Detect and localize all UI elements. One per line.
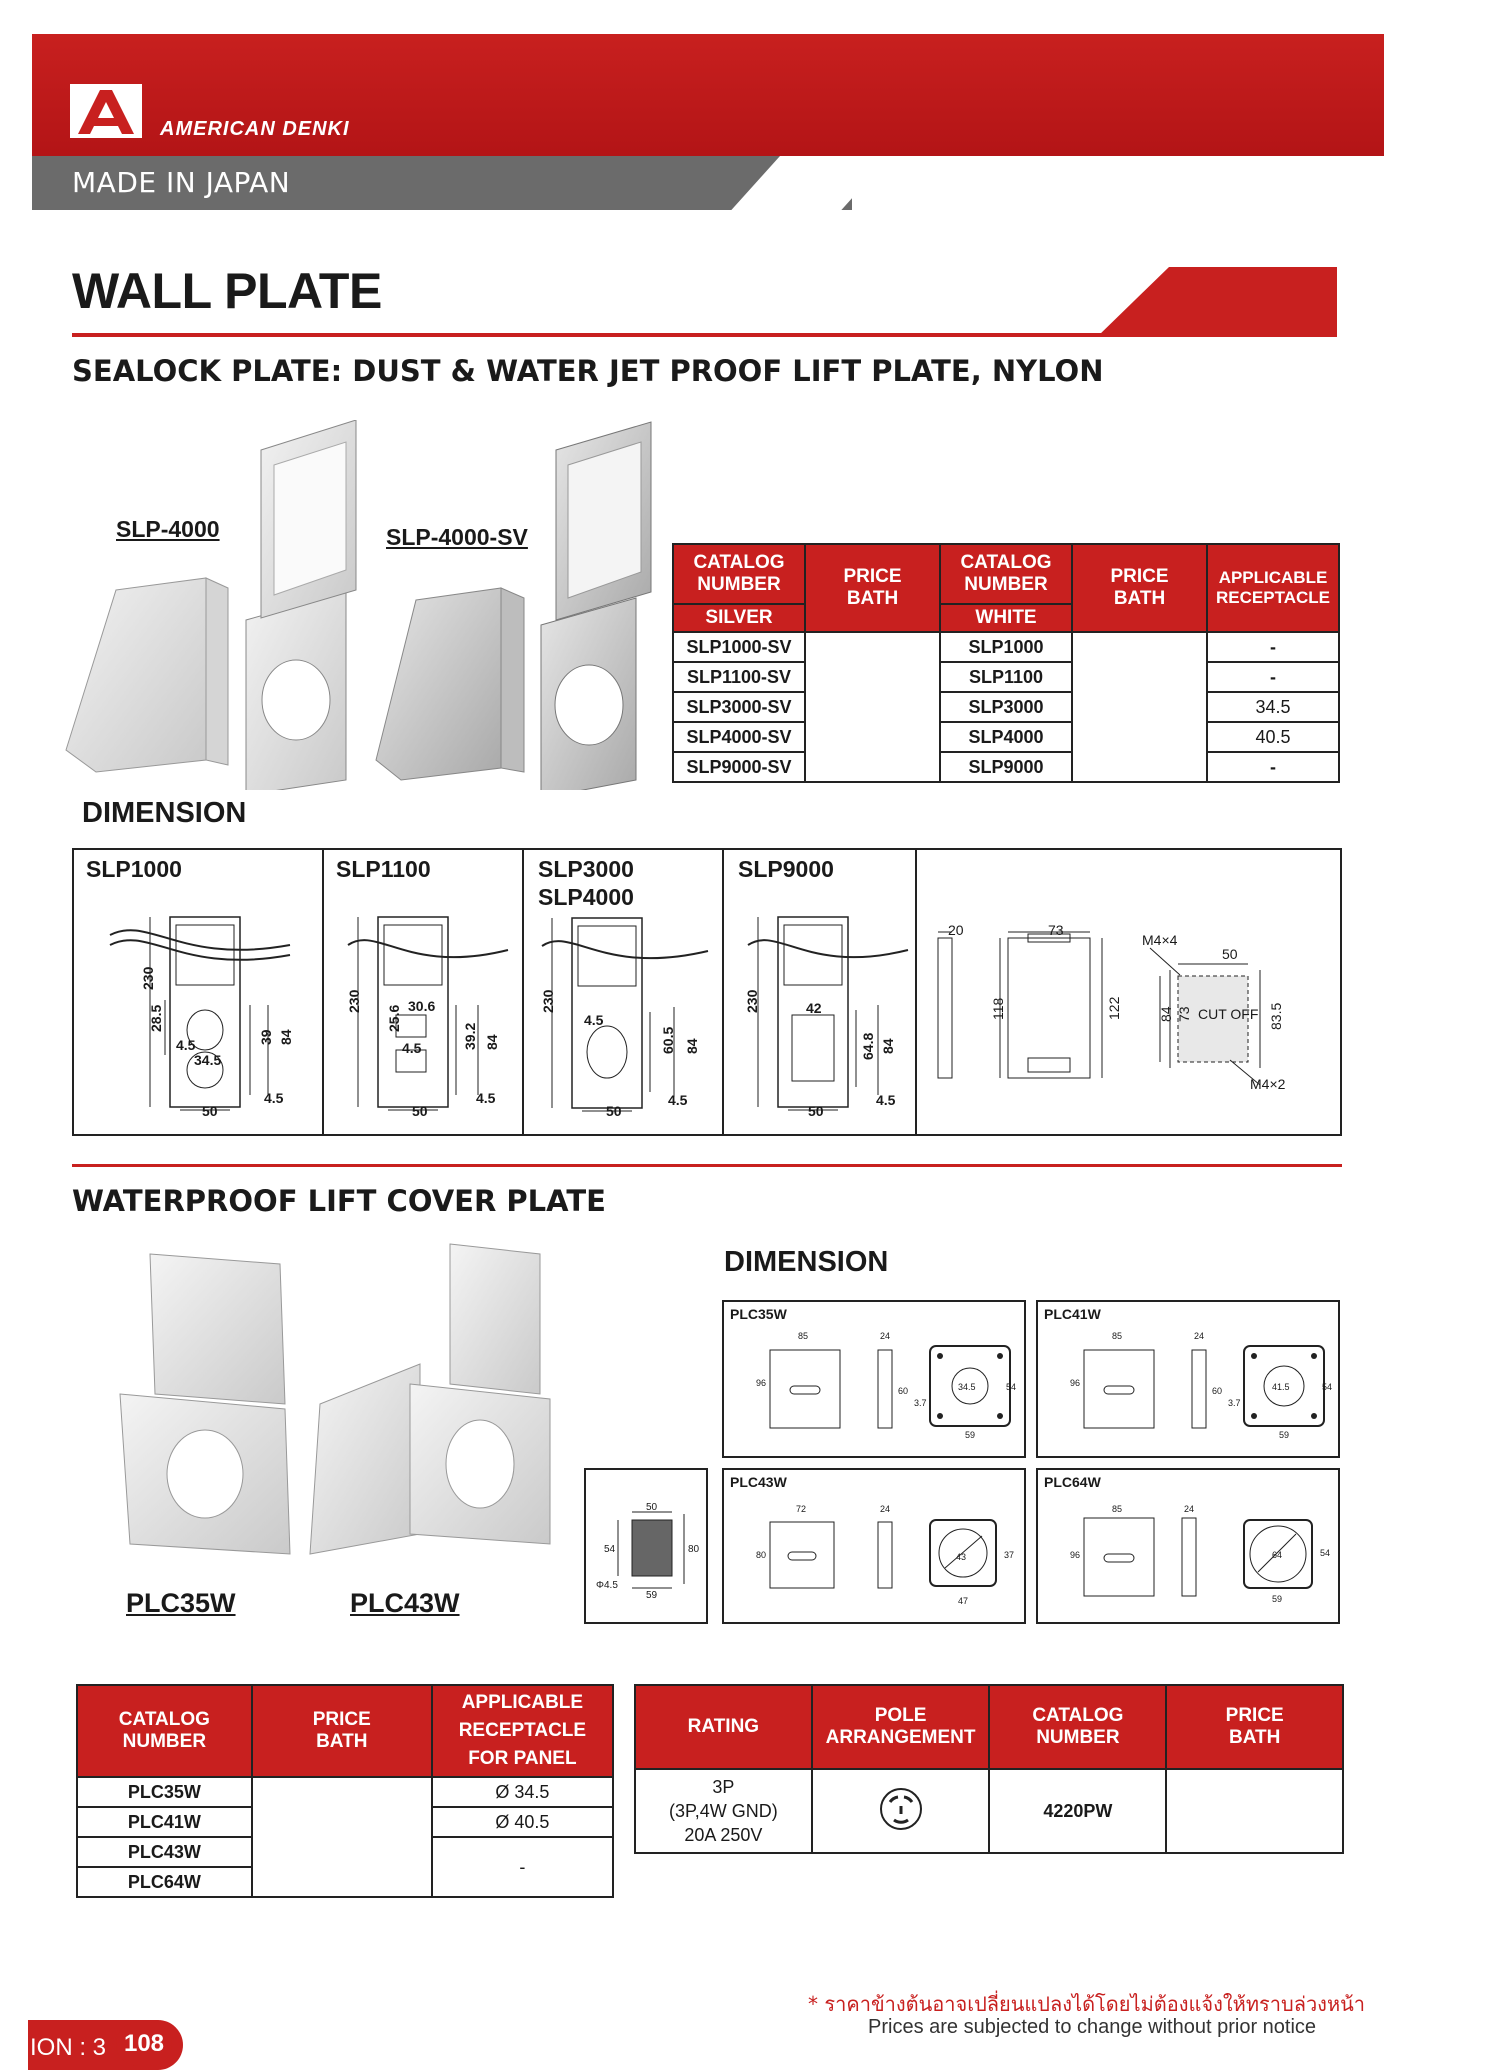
- cell-receptacle: -: [1207, 752, 1339, 782]
- dim-label-slp1100: SLP1100: [336, 856, 431, 882]
- header-text: RECEPTACLE: [458, 1720, 587, 1741]
- dim-text: 122: [1106, 996, 1122, 1020]
- dim-text: 230: [744, 989, 760, 1013]
- cell-catalog: PLC41W: [77, 1807, 252, 1837]
- dim-text: 4.5: [176, 1037, 196, 1053]
- dim-text: 64: [1272, 1550, 1283, 1560]
- header-text: NUMBER: [964, 574, 1048, 595]
- header-silver: SILVER: [673, 604, 805, 632]
- divider: [322, 848, 324, 1136]
- dim-text: 39.2: [462, 1022, 478, 1050]
- header-text: BATH: [846, 588, 899, 609]
- header-text: PRICE: [1225, 1705, 1284, 1726]
- dim-text: 41.5: [1272, 1382, 1290, 1392]
- dim-text: 85: [798, 1331, 809, 1341]
- dim-label-slp3000: SLP3000: [538, 856, 634, 882]
- dim-text: 50: [202, 1103, 218, 1119]
- header-price-2: [1072, 544, 1207, 632]
- header-text: APPLICABLE: [461, 1692, 584, 1713]
- header-catalog: [77, 1685, 252, 1777]
- cell-silver: SLP1000-SV: [673, 632, 805, 662]
- dim-text: 4.5: [264, 1090, 284, 1106]
- dim-text: 96: [1070, 1550, 1081, 1560]
- header-text: RECEPTACLE: [1216, 588, 1330, 607]
- brand-name: AMERICAN DENKI: [160, 118, 350, 140]
- dim-text: 83.5: [1268, 1002, 1284, 1030]
- divider: [722, 848, 724, 1136]
- cell-silver: SLP1100-SV: [673, 662, 805, 692]
- header-text: FOR PANEL: [468, 1748, 577, 1769]
- sealock-product-photo: [56, 420, 676, 790]
- dim-text: 60: [1212, 1386, 1223, 1396]
- header-price: [252, 1685, 432, 1777]
- waterproof-catalog-table: [76, 1684, 614, 1898]
- dim-text: 230: [346, 989, 362, 1013]
- cell-white: SLP3000: [940, 692, 1072, 722]
- cell-price: [805, 632, 940, 782]
- header-text: BATH: [1113, 588, 1166, 609]
- dim-text: 43: [956, 1552, 967, 1562]
- cell-receptacle: Ø 34.5: [432, 1777, 613, 1807]
- drawing-plc64w: [1074, 1508, 1334, 1618]
- cell-receptacle: -: [1207, 662, 1339, 692]
- header-catalog-white: [940, 544, 1072, 604]
- divider: [522, 848, 524, 1136]
- waterproof-section-title: WATERPROOF LIFT COVER PLATE: [72, 1184, 606, 1218]
- header-text: NUMBER: [697, 574, 781, 595]
- header-pole: [812, 1685, 990, 1769]
- dim-label-slp1000: SLP1000: [86, 856, 182, 882]
- dim-text: 42: [806, 1000, 822, 1016]
- dim-text: 20: [948, 922, 964, 938]
- dim-text: 34.5: [194, 1052, 222, 1068]
- header-text: POLE: [874, 1705, 927, 1726]
- rating-line: 3P: [712, 1777, 735, 1797]
- header-text: BATH: [1229, 1727, 1281, 1748]
- rating-line: 20A 250V: [684, 1825, 763, 1845]
- dim-text: 24: [1194, 1331, 1205, 1341]
- dim-text: 59: [1279, 1430, 1290, 1440]
- dim-text: 230: [540, 989, 556, 1013]
- cell-catalog: 4220PW: [989, 1769, 1166, 1853]
- dim-text: 50: [412, 1103, 428, 1119]
- header-text: CATALOG: [1032, 1705, 1124, 1726]
- cell-white: SLP4000: [940, 722, 1072, 752]
- dim-text: 84: [278, 1029, 294, 1045]
- header-text: NUMBER: [1036, 1727, 1120, 1748]
- dim-text: 96: [1070, 1378, 1081, 1388]
- dim-text: 50: [1222, 946, 1238, 962]
- header-text: ARRANGEMENT: [825, 1727, 976, 1748]
- dim-label-slp4000: SLP4000: [538, 884, 634, 910]
- dim-text: 54: [1006, 1382, 1017, 1392]
- dim-text: 50: [646, 1502, 658, 1513]
- dim-text: 54: [604, 1544, 616, 1555]
- rating-line: (3P,4W GND): [669, 1801, 778, 1821]
- dim-text: 230: [140, 966, 156, 990]
- cell-silver: SLP9000-SV: [673, 752, 805, 782]
- header-price-1: [805, 544, 940, 632]
- rating-table: [634, 1684, 1344, 1854]
- header-catalog-silver: [673, 544, 805, 604]
- cell-receptacle: -: [432, 1837, 613, 1897]
- sealock-section-title: SEALOCK PLATE: DUST & WATER JET PROOF LIFT PLATE, NYLON: [72, 354, 1104, 388]
- cell-catalog: PLC35W: [77, 1777, 252, 1807]
- dim-text: 59: [646, 1590, 658, 1601]
- dim-text: 84: [684, 1038, 700, 1054]
- header-text: PRICE: [1110, 566, 1169, 587]
- page-title: WALL PLATE: [72, 263, 382, 319]
- dim-label-slp9000: SLP9000: [738, 856, 834, 882]
- cell-catalog: PLC64W: [77, 1867, 252, 1897]
- photo-label-plc35w: PLC35W: [126, 1588, 236, 1618]
- dim-text: 84: [484, 1034, 500, 1050]
- dim-text: 96: [756, 1378, 767, 1388]
- dim-text: 3.7: [914, 1398, 927, 1408]
- header-text: NUMBER: [122, 1731, 207, 1752]
- cell-price: [252, 1777, 432, 1897]
- dim-text: 80: [688, 1544, 700, 1555]
- header-text: CATALOG: [693, 552, 785, 573]
- dim-text: 3.7: [1228, 1398, 1241, 1408]
- page-number: 108: [116, 2022, 172, 2066]
- pole-arrangement-icon: [876, 1784, 926, 1839]
- cell-rating: [635, 1769, 812, 1853]
- brand-logo-icon: [70, 84, 142, 138]
- dim-text: 84: [1158, 1006, 1174, 1022]
- dim-text: 73: [1176, 1006, 1192, 1022]
- dim-text: 34.5: [958, 1382, 976, 1392]
- drawing-plc41w: [1074, 1340, 1334, 1450]
- dim-text: 60: [898, 1386, 909, 1396]
- cell-white: SLP1000: [940, 632, 1072, 662]
- header-catalog: [989, 1685, 1166, 1769]
- sealock-dimension-title: DIMENSION: [82, 797, 247, 829]
- sealock-catalog-table: [672, 543, 1340, 783]
- dim-text: 4.5: [584, 1012, 604, 1028]
- drawing-slp3000-4000: [538, 912, 718, 1124]
- header-price: [1166, 1685, 1343, 1769]
- divider: [915, 848, 917, 1136]
- made-in-label: MADE IN JAPAN: [72, 166, 291, 199]
- cell-catalog: PLC43W: [77, 1837, 252, 1867]
- dim-text: 4.5: [476, 1090, 496, 1106]
- header-rating: RATING: [635, 1685, 812, 1769]
- cell-silver: SLP4000-SV: [673, 722, 805, 752]
- header-text: PRICE: [843, 566, 902, 587]
- dim-text: 80: [756, 1550, 767, 1560]
- cell-white: SLP1100: [940, 662, 1072, 692]
- dim-box-label: PLC41W: [1044, 1306, 1101, 1322]
- dim-text: M4×4: [1142, 932, 1178, 948]
- cut-off-label: CUT OFF: [1198, 1006, 1259, 1022]
- dim-text: 50: [808, 1103, 824, 1119]
- header-text: APPLICABLE: [1218, 568, 1328, 587]
- drawing-plc35w: [760, 1340, 1020, 1450]
- dim-text: 25.6: [386, 1004, 402, 1032]
- dim-text: 24: [880, 1504, 891, 1514]
- dim-text: M4×2: [1250, 1076, 1286, 1092]
- header-receptacle: [432, 1685, 613, 1777]
- dim-text: 4.5: [402, 1040, 422, 1056]
- dim-text: 39: [258, 1029, 274, 1045]
- dim-text: 59: [965, 1430, 976, 1440]
- header-receptacle: [1207, 544, 1339, 632]
- dim-text: 64.8: [860, 1032, 876, 1060]
- cell-receptacle: 34.5: [1207, 692, 1339, 722]
- dim-text: 54: [1320, 1548, 1331, 1558]
- header-text: BATH: [316, 1731, 368, 1752]
- dim-text: Φ4.5: [596, 1580, 618, 1591]
- dim-text: 60.5: [660, 1026, 676, 1054]
- dim-text: 84: [880, 1038, 896, 1054]
- dim-text: 54: [1322, 1382, 1333, 1392]
- dim-box-label: PLC43W: [730, 1474, 787, 1490]
- footer-section: ION : 3: [30, 2034, 107, 2061]
- title-accent: [1097, 267, 1337, 337]
- cell-pole: [812, 1769, 990, 1853]
- dim-text: 4.5: [876, 1092, 896, 1108]
- cell-white: SLP9000: [940, 752, 1072, 782]
- header-text: PRICE: [312, 1709, 371, 1730]
- header-text: CATALOG: [960, 552, 1052, 573]
- cell-silver: SLP3000-SV: [673, 692, 805, 722]
- dim-text: 85: [1112, 1331, 1123, 1341]
- price-notice-english: Prices are subjected to change without prior notice: [868, 2016, 1317, 2038]
- dim-text: 85: [1112, 1504, 1123, 1514]
- dim-text: 24: [1184, 1504, 1195, 1514]
- cell-receptacle: -: [1207, 632, 1339, 662]
- dim-text: 24: [880, 1331, 891, 1341]
- dim-text: 30.6: [408, 998, 436, 1014]
- header-text: CATALOG: [118, 1709, 210, 1730]
- dim-box-label: PLC35W: [730, 1306, 787, 1322]
- waterproof-product-photo: [110, 1234, 580, 1564]
- header-white: WHITE: [940, 604, 1072, 632]
- photo-label-slp4000-sv: SLP-4000-SV: [386, 524, 528, 550]
- section-divider: [72, 1164, 1342, 1167]
- dim-text: 47: [958, 1596, 969, 1606]
- waterproof-dimension-title: DIMENSION: [724, 1246, 889, 1278]
- dim-text: 50: [606, 1103, 622, 1119]
- dim-text: 4.5: [668, 1092, 688, 1108]
- dim-text: 73: [1048, 922, 1064, 938]
- dim-box-label: PLC64W: [1044, 1474, 1101, 1490]
- photo-label-plc43w: PLC43W: [350, 1588, 460, 1618]
- cell-receptacle: Ø 40.5: [432, 1807, 613, 1837]
- photo-label-slp4000: SLP-4000: [116, 516, 220, 542]
- dim-text: 72: [796, 1504, 807, 1514]
- cell-receptacle: 40.5: [1207, 722, 1339, 752]
- dim-text: 118: [990, 997, 1006, 1020]
- cell-price: [1072, 632, 1207, 782]
- dim-text: 59: [1272, 1594, 1283, 1604]
- price-notice-thai: * ราคาข้างต้นอาจเปลี่ยนแปลงได้โดยไม่ต้องแจ้งให้ทราบล่วงหน้า: [808, 1992, 1366, 2016]
- cell-price: [1166, 1769, 1343, 1853]
- drawing-plc43w: [760, 1508, 1020, 1618]
- title-rule: [72, 333, 1337, 337]
- dim-text: 28.5: [148, 1004, 164, 1032]
- dim-text: 37: [1004, 1550, 1015, 1560]
